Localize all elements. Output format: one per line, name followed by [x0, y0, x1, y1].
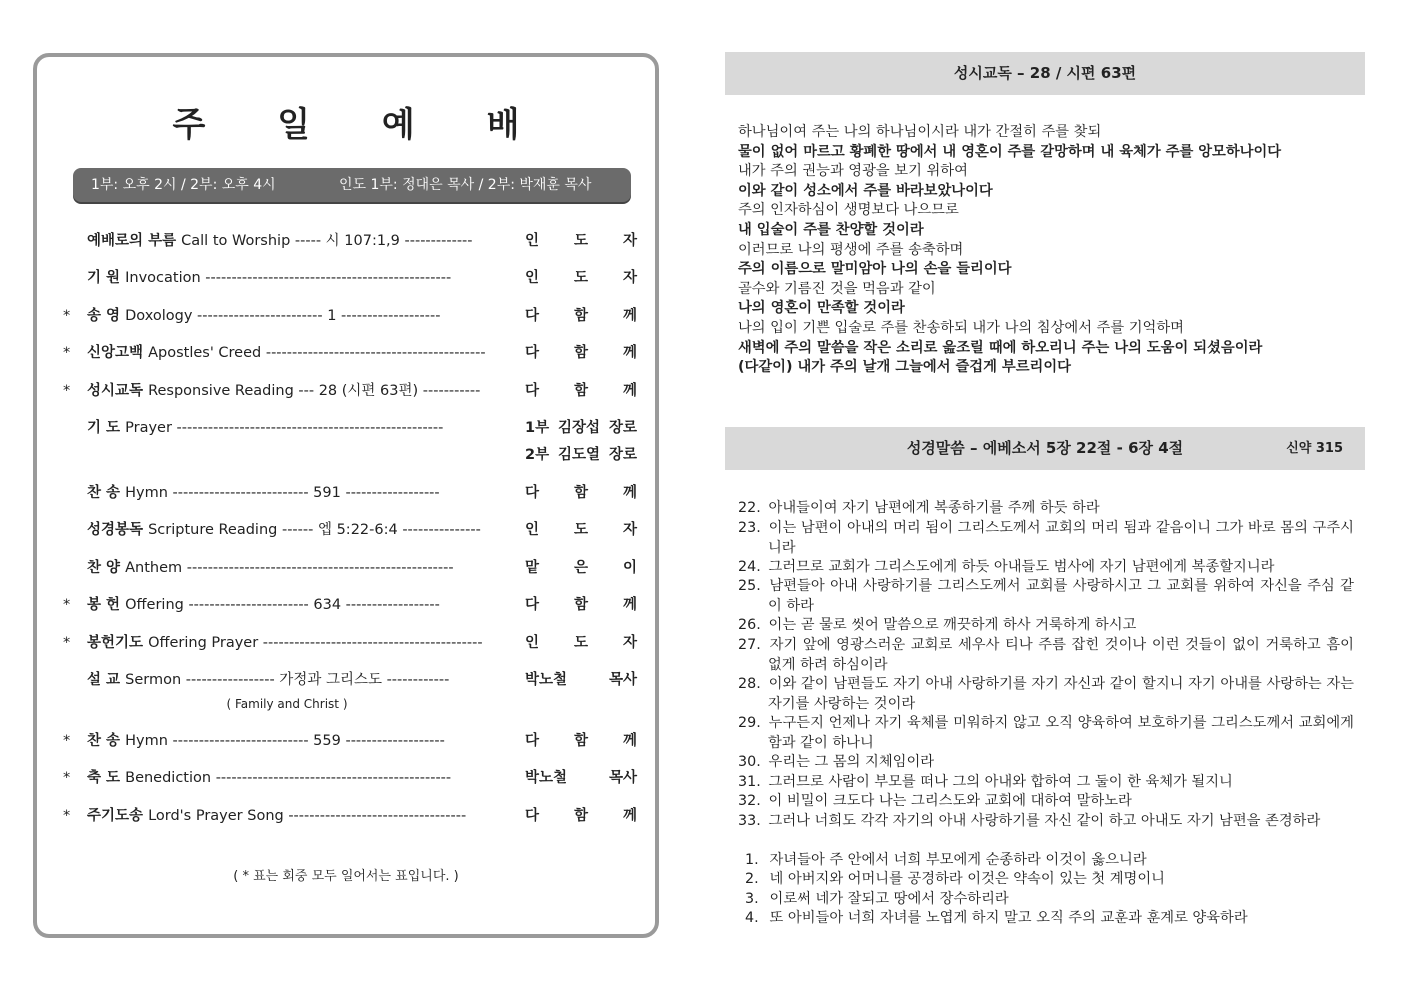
scripture-header [725, 427, 1365, 470]
worship-order-panel [33, 53, 659, 938]
leader-char: 인 [525, 522, 540, 538]
verse [738, 890, 1354, 910]
verse-text: 자기 앞에 영광스러운 교회로 세우사 티나 주름 잡힌 것이나 이런 것들이 없이 거룩하고 흠이 없게 하려 하심이라 [764, 637, 1354, 673]
verse [738, 714, 1354, 753]
leader-char: 함 [573, 345, 588, 361]
verse-number: 29. [738, 715, 761, 731]
order-item-name [87, 730, 445, 752]
verse-text: 그러므로 사람이 부모를 떠나 그의 아내와 합하여 그 둘이 한 육체가 될지니 [764, 774, 1233, 790]
leader-char: 다 [525, 345, 540, 361]
order-item-leader [525, 632, 637, 654]
order-row [59, 767, 639, 789]
order-item-name [87, 805, 466, 827]
verse-number: 3. [745, 891, 759, 907]
verse-text: 아내들이여 자기 남편에게 복종하기를 주께 하듯 하라 [764, 500, 1100, 516]
leader-char: 다 [525, 308, 540, 324]
leader-char: 다 [525, 808, 540, 824]
verse-number: 31. [738, 774, 761, 790]
verse [738, 753, 1354, 773]
order-item-leader [525, 444, 637, 466]
order-row [59, 805, 639, 827]
verse-number: 27. [738, 637, 761, 653]
order-row [59, 267, 639, 289]
verse-text: 또 아비들아 너희 자녀를 노엽게 하지 말고 오직 주의 교훈과 훈계로 양육하라 [765, 910, 1248, 926]
leader-char: 도 [573, 635, 588, 651]
reading-line: 주의 이름으로 말미암아 나의 손을 들리이다 [738, 261, 1012, 278]
verse-number: 25. [738, 578, 761, 594]
leader-char: 자 [622, 270, 637, 286]
order-item-korean: 찬 송 [87, 733, 126, 749]
leader-part: 장로 [608, 447, 637, 463]
service-leaders: 인도 1부: 정대은 목사 / 2부: 박재훈 목사 [339, 177, 592, 193]
verse [738, 519, 1354, 558]
order-item-name [87, 767, 451, 789]
scripture-tag: 신약 315 [1286, 441, 1343, 456]
order-item-leader [525, 482, 637, 504]
order-item-leader [525, 305, 637, 327]
leader-char: 도 [573, 522, 588, 538]
order-item-detail: Benediction --------------------------------------------- [125, 770, 452, 786]
verse-text: 이로써 네가 잘되고 땅에서 장수하리라 [765, 891, 1009, 907]
leader-char: 은 [573, 560, 588, 576]
reading-line: 이러므로 나의 평생에 주를 송축하며 [738, 241, 964, 258]
service-times: 1부: 오후 2시 / 2부: 오후 4시 [91, 177, 276, 193]
leader-char: 께 [622, 485, 637, 501]
leader-char: 함 [573, 485, 588, 501]
verse [738, 773, 1354, 793]
order-item-leader [525, 557, 637, 579]
standing-marker: * [63, 308, 71, 324]
bulletin-title: 주 일 예 배 [172, 105, 550, 145]
order-item-name [87, 482, 440, 504]
leader-char: 함 [573, 733, 588, 749]
verse-text: 이와 같이 남편들도 자기 아내 사랑하기를 자기 자신과 같이 할지니 자기 아내를 사랑하는 자는 자기를 사랑하는 것이라 [764, 676, 1354, 712]
order-item-name [87, 594, 440, 616]
verse [738, 577, 1354, 616]
order-item-leader [525, 230, 637, 252]
standing-marker: * [63, 383, 71, 399]
order-item-detail: Prayer --------------------------------------------------- [125, 420, 444, 436]
standing-marker: * [63, 770, 71, 786]
order-item-name [87, 557, 454, 579]
leader-char: 께 [622, 733, 637, 749]
leader-char: 함 [573, 808, 588, 824]
order-item-korean: 성시교독 [87, 383, 149, 399]
leader-part: 1부 [525, 420, 550, 436]
order-item-leader [525, 669, 637, 691]
standing-marker: * [63, 635, 71, 651]
leader-char: 다 [525, 485, 540, 501]
leader-char: 함 [573, 308, 588, 324]
verse [738, 909, 1354, 929]
order-item-korean: 봉헌기도 [87, 635, 149, 651]
order-row [59, 557, 639, 579]
verse [738, 636, 1354, 675]
reading-line: 새벽에 주의 말씀을 작은 소리로 읊조릴 때에 하오리니 주는 나의 도움이 되셨음이라 [738, 339, 1263, 356]
service-info-bar [73, 168, 631, 202]
order-item-korean: 성경봉독 [87, 522, 149, 538]
reading-line: 내가 주의 권능과 영광을 보기 위하여 [738, 163, 968, 180]
standing-marker: * [63, 808, 71, 824]
order-item-leader [525, 380, 637, 402]
leader-char: 께 [622, 345, 637, 361]
verse-text: 네 아버지와 어머니를 공경하라 이것은 약속이 있는 첫 계명이니 [765, 871, 1165, 887]
order-item-detail: Call to Worship ----- 시 107:1,9 ------------- [181, 233, 473, 249]
order-item-detail: Lord's Prayer Song ---------------------------------- [148, 808, 467, 824]
order-row [59, 519, 639, 541]
order-item-korean: 송 영 [87, 308, 126, 324]
leader-part: 김장섭 [558, 420, 601, 436]
order-item-korean: 찬 송 [87, 485, 126, 501]
leader-char: 다 [525, 383, 540, 399]
order-item-detail: Hymn -------------------------- 559 ------------------- [125, 733, 445, 749]
leader-char: 인 [525, 233, 540, 249]
leader-part: 목사 [608, 770, 637, 786]
leader-char: 께 [622, 808, 637, 824]
scripture-title: 성경말씀 – 에베소서 5장 22절 - 6장 4절 [906, 439, 1184, 457]
order-item-name [87, 669, 449, 691]
verse-text: 누구든지 언제나 자기 육체를 미워하지 않고 오직 양육하여 보호하기를 그리스도께서 교회에게 함과 같이 하나니 [764, 715, 1354, 751]
verse [738, 792, 1354, 812]
order-item-leader [525, 594, 637, 616]
verse-number: 23. [738, 520, 761, 536]
verse-text: 우리는 그 몸의 지체임이라 [764, 754, 935, 770]
leader-part: 박노철 [525, 672, 568, 688]
leader-char: 함 [573, 383, 588, 399]
reading-line: 나의 입이 기쁜 입술로 주를 찬송하되 내가 나의 침상에서 주를 기억하며 [738, 320, 1184, 336]
leader-char: 인 [525, 270, 540, 286]
order-item-detail: Sermon ----------------- 가정과 그리스도 ------------ [125, 672, 450, 688]
leader-part: 목사 [608, 672, 637, 688]
order-item-detail: Doxology ------------------------ 1 ------------------- [125, 308, 441, 324]
verse [738, 558, 1354, 578]
order-row [59, 594, 639, 616]
order-row [59, 444, 639, 466]
order-row [59, 632, 639, 654]
order-item-korean: 봉 헌 [87, 597, 126, 613]
verse [738, 851, 1354, 871]
footnote: ( * 표는 회중 모두 일어서는 표입니다. ) [233, 869, 459, 884]
verse [738, 675, 1354, 714]
leader-char: 자 [622, 635, 637, 651]
order-item-name [87, 342, 486, 364]
leader-part: 2부 [525, 447, 550, 463]
order-item-detail: Responsive Reading --- 28 (시편 63편) ----------- [148, 383, 481, 399]
verse-text: 남편들아 아내 사랑하기를 그리스도께서 교회를 사랑하시고 그 교회를 위하여 자신을 주심 같이 하라 [764, 578, 1354, 614]
sermon-subtitle: ( Family and Christ ) [226, 697, 348, 711]
verse-number: 1. [745, 852, 759, 868]
standing-marker: * [63, 345, 71, 361]
verse-text: 그러나 너희도 각각 자기의 아내 사랑하기를 자신 같이 하고 아내도 자기 남편을 존경하라 [764, 813, 1321, 829]
verse-number: 4. [745, 910, 759, 926]
verse [738, 812, 1354, 832]
standing-marker: * [63, 733, 71, 749]
order-row [59, 417, 639, 439]
order-item-leader [525, 805, 637, 827]
order-item-korean: 예배로의 부름 [87, 233, 182, 249]
leader-char: 도 [573, 270, 588, 286]
verse [738, 870, 1354, 890]
leader-char: 함 [573, 597, 588, 613]
order-item-korean: 축 도 [87, 770, 126, 786]
verse-number: 33. [738, 813, 761, 829]
reading-line: (다같이) 내가 주의 날개 그늘에서 즐겁게 부르리이다 [738, 359, 1071, 376]
verse-number: 24. [738, 559, 761, 575]
verse-text: 이는 곧 물로 씻어 말씀으로 깨끗하게 하사 거룩하게 하시고 [764, 617, 1137, 633]
order-row [59, 730, 639, 752]
responsive-reading-header [725, 52, 1365, 95]
order-item-detail: Invocation ----------------------------------------------- [125, 270, 452, 286]
reading-line: 나의 영혼이 만족할 것이라 [738, 300, 905, 317]
order-item-detail: Apostles' Creed ------------------------------------------ [148, 345, 486, 361]
leader-char: 께 [622, 597, 637, 613]
order-row [59, 482, 639, 504]
verse-number: 32. [738, 793, 761, 809]
reading-line: 주의 인자하심이 생명보다 나으므로 [738, 202, 959, 219]
order-item-leader [525, 730, 637, 752]
reading-line: 물이 없어 마르고 황폐한 땅에서 내 영혼이 주를 갈망하며 내 육체가 주를 앙모하나이다 [738, 143, 1282, 160]
verse-number: 2. [745, 871, 759, 887]
order-item-detail: Anthem --------------------------------------------------- [125, 560, 454, 576]
leader-char: 자 [622, 522, 637, 538]
standing-marker: * [63, 597, 71, 613]
order-item-name [87, 230, 473, 252]
order-item-korean: 기 원 [87, 270, 126, 286]
order-item-detail: Offering Prayer ------------------------------------------ [148, 635, 483, 651]
verse-text: 그러므로 교회가 그리스도에게 하듯 아내들도 범사에 자기 남편에게 복종할지니라 [764, 559, 1275, 575]
order-item-leader [525, 767, 637, 789]
order-item-name [87, 519, 481, 541]
order-row [59, 342, 639, 364]
leader-part: 김도열 [558, 447, 601, 463]
order-item-korean: 설 교 [87, 672, 126, 688]
order-item-name [87, 380, 480, 402]
leader-char: 께 [622, 383, 637, 399]
verse-number: 22. [738, 500, 761, 516]
reading-line: 골수와 기름진 것을 먹음과 같이 [738, 280, 936, 297]
order-item-detail: Offering ----------------------- 634 ------------------ [125, 597, 440, 613]
leader-char: 자 [622, 233, 637, 249]
order-item-korean: 기 도 [87, 420, 126, 436]
leader-part: 박노철 [525, 770, 568, 786]
reading-line: 이와 같이 성소에서 주를 바라보았나이다 [738, 182, 993, 199]
order-item-korean: 찬 양 [87, 560, 126, 576]
order-item-leader [525, 267, 637, 289]
order-item-name [87, 417, 443, 439]
order-row [59, 380, 639, 402]
verse [738, 616, 1354, 636]
order-item-name [87, 632, 483, 654]
order-item-name [87, 305, 440, 327]
reading-line: 하나님이여 주는 나의 하나님이시라 내가 간절히 주를 찾되 [738, 124, 1102, 140]
verse-text: 이 비밀이 크도다 나는 그리스도와 교회에 대하여 말하노라 [764, 793, 1132, 809]
verse-text: 자녀들아 주 안에서 너희 부모에게 순종하라 이것이 옳으니라 [765, 852, 1147, 868]
order-item-korean: 주기도송 [87, 808, 149, 824]
order-row [59, 230, 639, 252]
order-item-name [87, 267, 451, 289]
leader-char: 인 [525, 635, 540, 651]
verse-number: 26. [738, 617, 761, 633]
order-row [59, 305, 639, 327]
leader-char: 이 [622, 560, 637, 576]
order-item-detail: Scripture Reading ------ 엡 5:22-6:4 --------------- [148, 522, 481, 538]
leader-char: 맡 [525, 560, 540, 576]
verse-number: 30. [738, 754, 761, 770]
order-item-leader [525, 342, 637, 364]
verse-text: 이는 남편이 아내의 머리 됨이 그리스도께서 교회의 머리 됨과 같음이니 그가 바로 몸의 구주시니라 [764, 520, 1354, 556]
reading-line: 내 입술이 주를 찬양할 것이라 [738, 222, 924, 238]
verse-number: 28. [738, 676, 761, 692]
leader-part: 장로 [608, 420, 637, 436]
responsive-reading-title: 성시교독 – 28 / 시편 63편 [953, 64, 1137, 82]
leader-char: 다 [525, 733, 540, 749]
leader-char: 다 [525, 597, 540, 613]
order-row [59, 669, 639, 691]
order-item-leader [525, 519, 637, 541]
leader-char: 께 [622, 308, 637, 324]
verse [738, 499, 1354, 519]
order-item-detail: Hymn -------------------------- 591 ------------------ [125, 485, 440, 501]
order-item-korean: 신앙고백 [87, 345, 149, 361]
order-item-leader [525, 417, 637, 439]
leader-char: 도 [573, 233, 588, 249]
